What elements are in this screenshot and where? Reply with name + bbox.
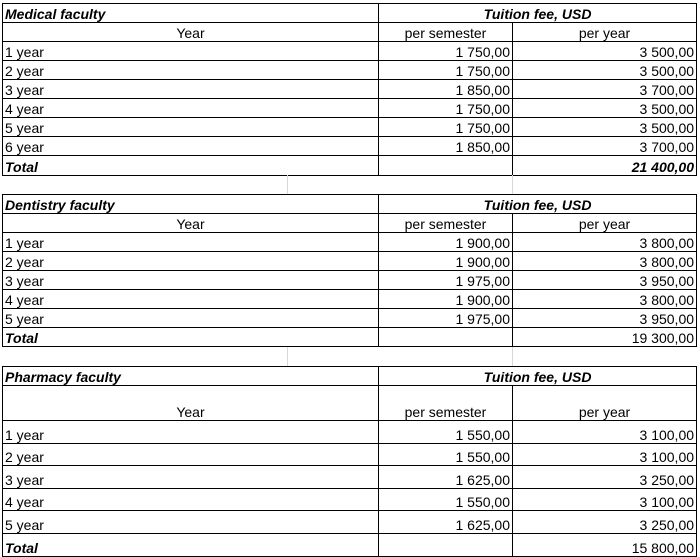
semester-fee: 1 625,00 [379,466,513,489]
total-empty-cell [379,328,513,347]
table-row [3,80,697,99]
year-label: 5 year [3,118,379,137]
year-label: 4 year [3,99,379,118]
semester-fee: 1 850,00 [379,137,513,156]
semester-fee: 1 625,00 [379,511,513,534]
annual-fee: 3 800,00 [513,233,697,252]
column-header-row [3,214,697,233]
annual-fee: 3 500,00 [513,118,697,137]
total-value: 21 400,00 [513,156,697,176]
semester-fee: 1 900,00 [379,233,513,252]
year-label: 1 year [3,42,379,61]
annual-fee: 3 950,00 [513,309,697,328]
year-label: 3 year [3,271,379,290]
faculty-header-row [3,4,697,23]
semester-fee: 1 550,00 [379,443,513,466]
semester-fee: 1 750,00 [379,99,513,118]
year-column-header: Year [3,23,379,42]
per-year-header: per year [513,214,697,233]
fee-table-dentistry-faculty [2,194,697,347]
per-semester-header: per semester [379,386,513,421]
annual-fee: 3 500,00 [513,99,697,118]
table-row [3,271,697,290]
table-spacer [0,175,700,194]
annual-fee: 3 250,00 [513,466,697,489]
tuition-fee-header: Tuition fee, USD [379,195,697,214]
faculty-header-row [3,367,697,386]
year-label: 4 year [3,488,379,511]
total-label: Total [3,156,379,176]
total-value: 15 800,00 [513,533,697,556]
table-row [3,488,697,511]
semester-fee: 1 975,00 [379,309,513,328]
total-empty-cell [379,156,513,176]
table-row [3,421,697,444]
tuition-fee-header: Tuition fee, USD [379,4,697,23]
fee-table-medical-faculty [2,3,697,176]
gridline-mark [287,175,288,194]
annual-fee: 3 500,00 [513,61,697,80]
table-row [3,99,697,118]
annual-fee: 3 500,00 [513,42,697,61]
year-label: 4 year [3,290,379,309]
total-row [3,156,697,176]
total-empty-cell [379,533,513,556]
year-label: 6 year [3,137,379,156]
annual-fee: 3 700,00 [513,137,697,156]
table-row [3,511,697,534]
year-column-header: Year [3,386,379,421]
semester-fee: 1 550,00 [379,421,513,444]
total-row [3,328,697,347]
annual-fee: 3 100,00 [513,443,697,466]
annual-fee: 3 100,00 [513,488,697,511]
per-year-header: per year [513,386,697,421]
semester-fee: 1 750,00 [379,61,513,80]
table-row [3,252,697,271]
per-semester-header: per semester [379,214,513,233]
total-label: Total [3,328,379,347]
annual-fee: 3 700,00 [513,80,697,99]
table-row [3,290,697,309]
faculty-header-row [3,195,697,214]
faculty-title: Medical faculty [3,4,379,23]
annual-fee: 3 250,00 [513,511,697,534]
year-label: 2 year [3,443,379,466]
total-value: 19 300,00 [513,328,697,347]
table-row [3,61,697,80]
semester-fee: 1 900,00 [379,252,513,271]
semester-fee: 1 850,00 [379,80,513,99]
year-label: 5 year [3,309,379,328]
table-row [3,118,697,137]
annual-fee: 3 950,00 [513,271,697,290]
year-label: 2 year [3,61,379,80]
year-label: 2 year [3,252,379,271]
gridline-mark [287,347,288,366]
year-label: 5 year [3,511,379,534]
table-row [3,42,697,61]
year-label: 3 year [3,80,379,99]
table-row [3,233,697,252]
semester-fee: 1 750,00 [379,42,513,61]
year-label: 1 year [3,233,379,252]
total-label: Total [3,533,379,556]
table-row [3,309,697,328]
tuition-fee-header: Tuition fee, USD [379,367,697,386]
semester-fee: 1 900,00 [379,290,513,309]
gridline-mark [512,175,513,194]
annual-fee: 3 800,00 [513,252,697,271]
column-header-row [3,23,697,42]
table-spacer [0,347,700,366]
year-label: 3 year [3,466,379,489]
faculty-title: Dentistry faculty [3,195,379,214]
year-label: 1 year [3,421,379,444]
table-row [3,466,697,489]
year-column-header: Year [3,214,379,233]
semester-fee: 1 750,00 [379,118,513,137]
annual-fee: 3 100,00 [513,421,697,444]
column-header-row [3,386,697,421]
fee-table-pharmacy-faculty [2,366,697,557]
faculty-title: Pharmacy faculty [3,367,379,386]
table-row [3,137,697,156]
semester-fee: 1 550,00 [379,488,513,511]
annual-fee: 3 800,00 [513,290,697,309]
per-semester-header: per semester [379,23,513,42]
semester-fee: 1 975,00 [379,271,513,290]
table-row [3,443,697,466]
per-year-header: per year [513,23,697,42]
total-row [3,533,697,556]
gridline-mark [512,347,513,366]
